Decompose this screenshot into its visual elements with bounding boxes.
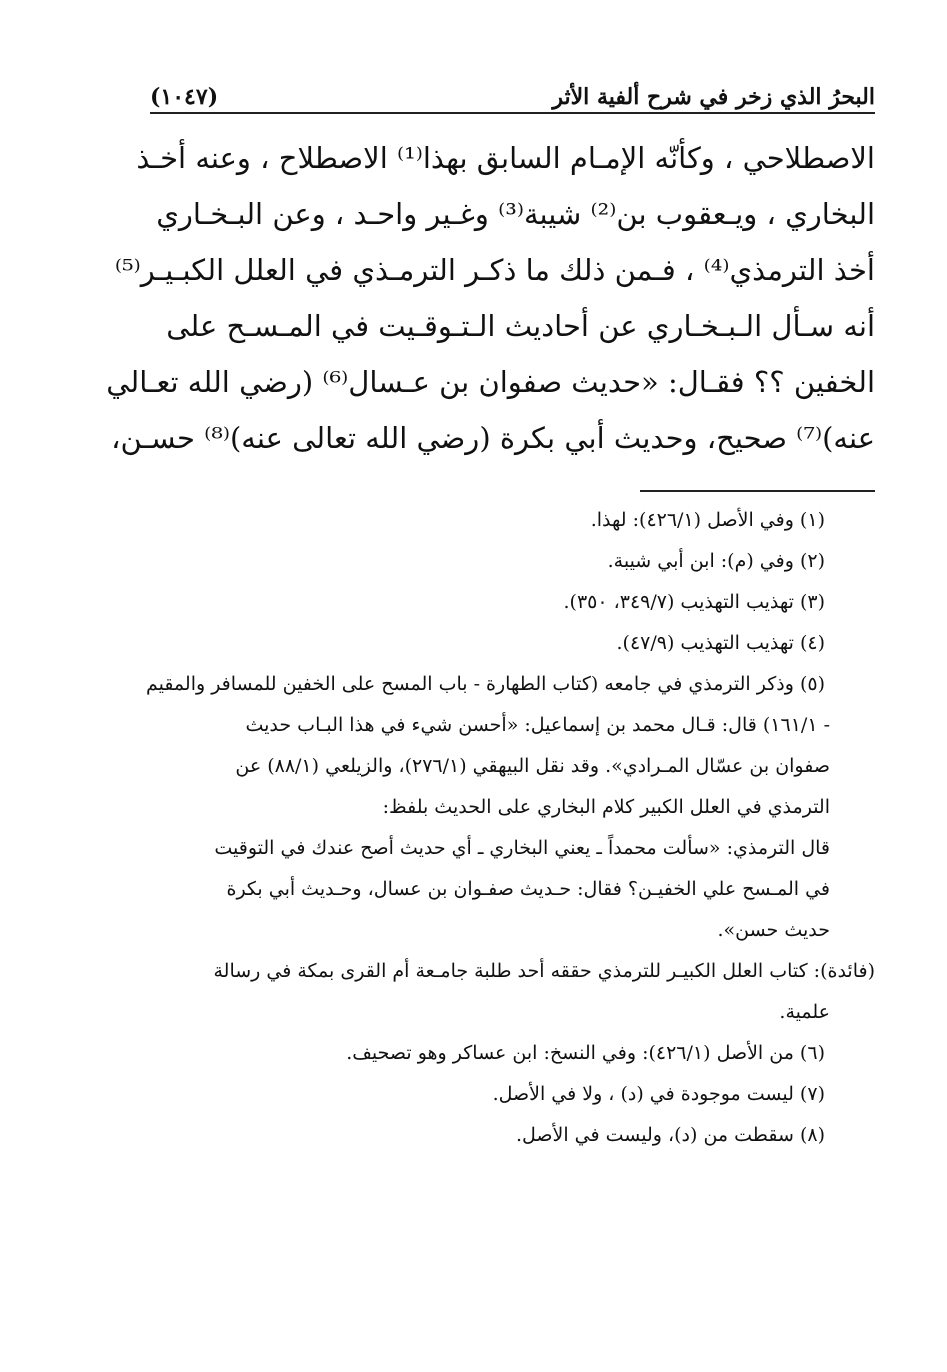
footnote-line: صفوان بن عسّال المـرادي». وقد نقل البيهقي (٢٧٦/١)، والزيلعي (٨٨/١) عن (235, 755, 830, 777)
main-text-line: البخاري ، ويـعقوب بن⁽²⁾ شيبة⁽³⁾ وغـير واحـد ، وعن البـخـاري (156, 197, 875, 231)
footnote-line: (فائدة): كتاب العلل الكبيـر للترمذي حققه أحد طلبة جامـعة أم القرى بمكة في رسالة (213, 960, 875, 982)
footnote-line: علمية. (779, 1001, 830, 1023)
footnote-line: (٨) سقطت من (د)، وليست في الأصل. (515, 1124, 825, 1146)
main-text-line: الخفين ؟؟ فقـال: «حديث صفوان بن عـسال⁽⁶⁾ (رضي الله تعـالي (106, 365, 875, 399)
main-text-line: أخذ الترمذي⁽⁴⁾ ، فـمن ذلك ما ذكـر الترمـذي في العلل الكبـيـر⁽⁵⁾ (114, 253, 875, 287)
footnote-line: (٧) ليست موجودة في (د) ، ولا في الأصل. (492, 1083, 825, 1105)
footnote-line: (٢) وفي (م): ابن أبي شيبة. (607, 550, 825, 572)
footnote-line: (١) وفي الأصل (٤٢٦/١): لهذا. (590, 509, 825, 531)
footnote-line: (٦) من الأصل (٤٢٦/١): وفي النسخ: ابن عساكر وهو تصحيف. (346, 1042, 825, 1064)
footnote-line: (٤) تهذيب التهذيب (٤٧/٩). (616, 632, 825, 654)
footnotes (145, 500, 875, 1156)
footnote-line: (٣) تهذيب التهذيب (٣٤٩/٧، ٣٥٠). (563, 591, 825, 613)
page-number: (١٠٤٧) (150, 84, 219, 110)
footnote-line: - ١٦١/١) قال: قـال محمد بن إسماعيل: «أحسن شيء في هذا البـاب حديث (245, 714, 830, 736)
footnote-line: حديث حسن». (717, 919, 830, 941)
footnote-line: في المـسح علي الخفيـن؟ فقال: حـديث صفـوان بن عسال، وحـديث أبي بكرة (226, 878, 830, 900)
main-text-line: أنه سـأل الـبـخـاري عن أحاديث الـتـوقـيت في المـسـح على (166, 309, 875, 343)
footnote-separator (640, 490, 875, 492)
page-header (150, 82, 875, 114)
footnote-line: الترمذي في العلل الكبير كلام البخاري على الحديث بلفظ: (382, 796, 830, 818)
main-text-line: الاصطلاحي ، وكأنّه الإمـام السابق بهذا⁽¹⁾ الاصطلاح ، وعنه أخـذ (136, 141, 875, 175)
footnote-line: (٥) وذكر الترمذي في جامعه (كتاب الطهارة - باب المسح على الخفين للمسافر والمقيم (145, 673, 825, 695)
book-title: البحرُ الذي زخر في شرح ألفية الأثر (552, 84, 875, 110)
footnote-line: قال الترمذي: «سألت محمداً ـ يعني البخاري ـ أي حديث أصح عندك في التوقيت (214, 837, 830, 859)
main-text-line: عنه)⁽⁷⁾ صحيح، وحديث أبي بكرة (رضي الله تعالى عنه)⁽⁸⁾ حسـن، (111, 421, 875, 455)
main-text (106, 130, 875, 466)
